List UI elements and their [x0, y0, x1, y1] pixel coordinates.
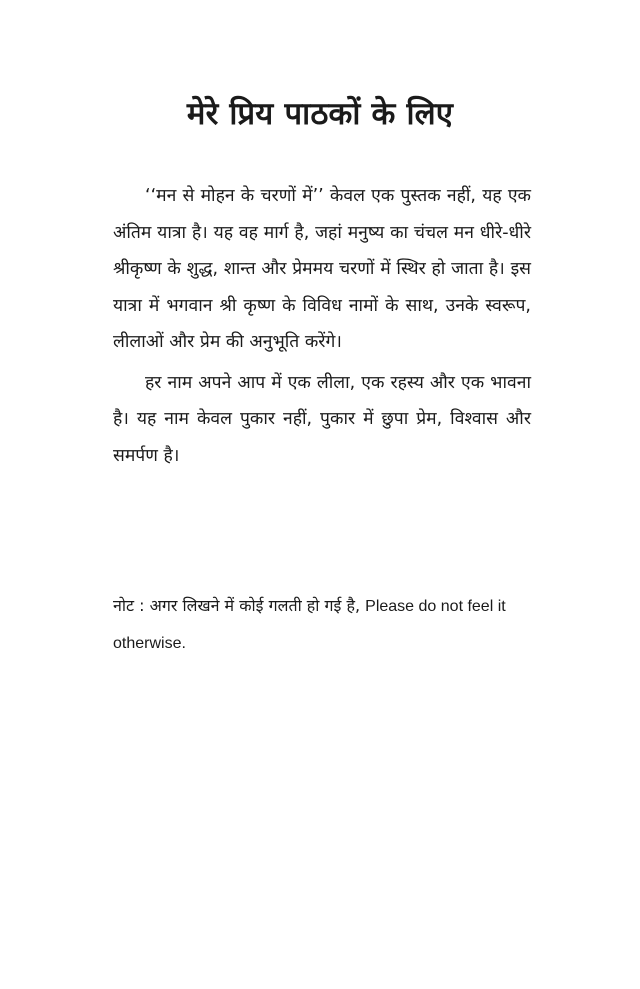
note-english-text: Please do not feel it otherwise. — [113, 598, 506, 652]
note — [113, 588, 533, 662]
body-text — [113, 178, 531, 474]
note-hindi-text: नोट : अगर लिखने में कोई गलती हो गई है, — [113, 596, 361, 615]
paragraph-1: ‘‘मन से मोहन के चरणों में’’ केवल एक पुस्तक नहीं, यह एक अंतिम यात्रा है। यह वह मार्ग है, जहां मनुष्य का चंचल मन धीरे-धीरे श्रीकृष्ण के शुद्ध, शान्त और प्रेममय चरणों में स्थिर हो जाता है। इस यात्रा में भगवान श्री कृष्ण के विविध नामों के साथ, उनके स्वरूप, लीलाओं और प्रेम की अनुभूति करेंगे। — [113, 186, 531, 352]
paragraph-2: हर नाम अपने आप में एक लीला, एक रहस्य और एक भावना है। यह नाम केवल पुकार नहीं, पुकार में छुपा प्रेम, विश्वास और समर्पण है। — [113, 372, 531, 466]
page-title: मेरे प्रिय पाठकों के लिए — [186, 96, 454, 132]
